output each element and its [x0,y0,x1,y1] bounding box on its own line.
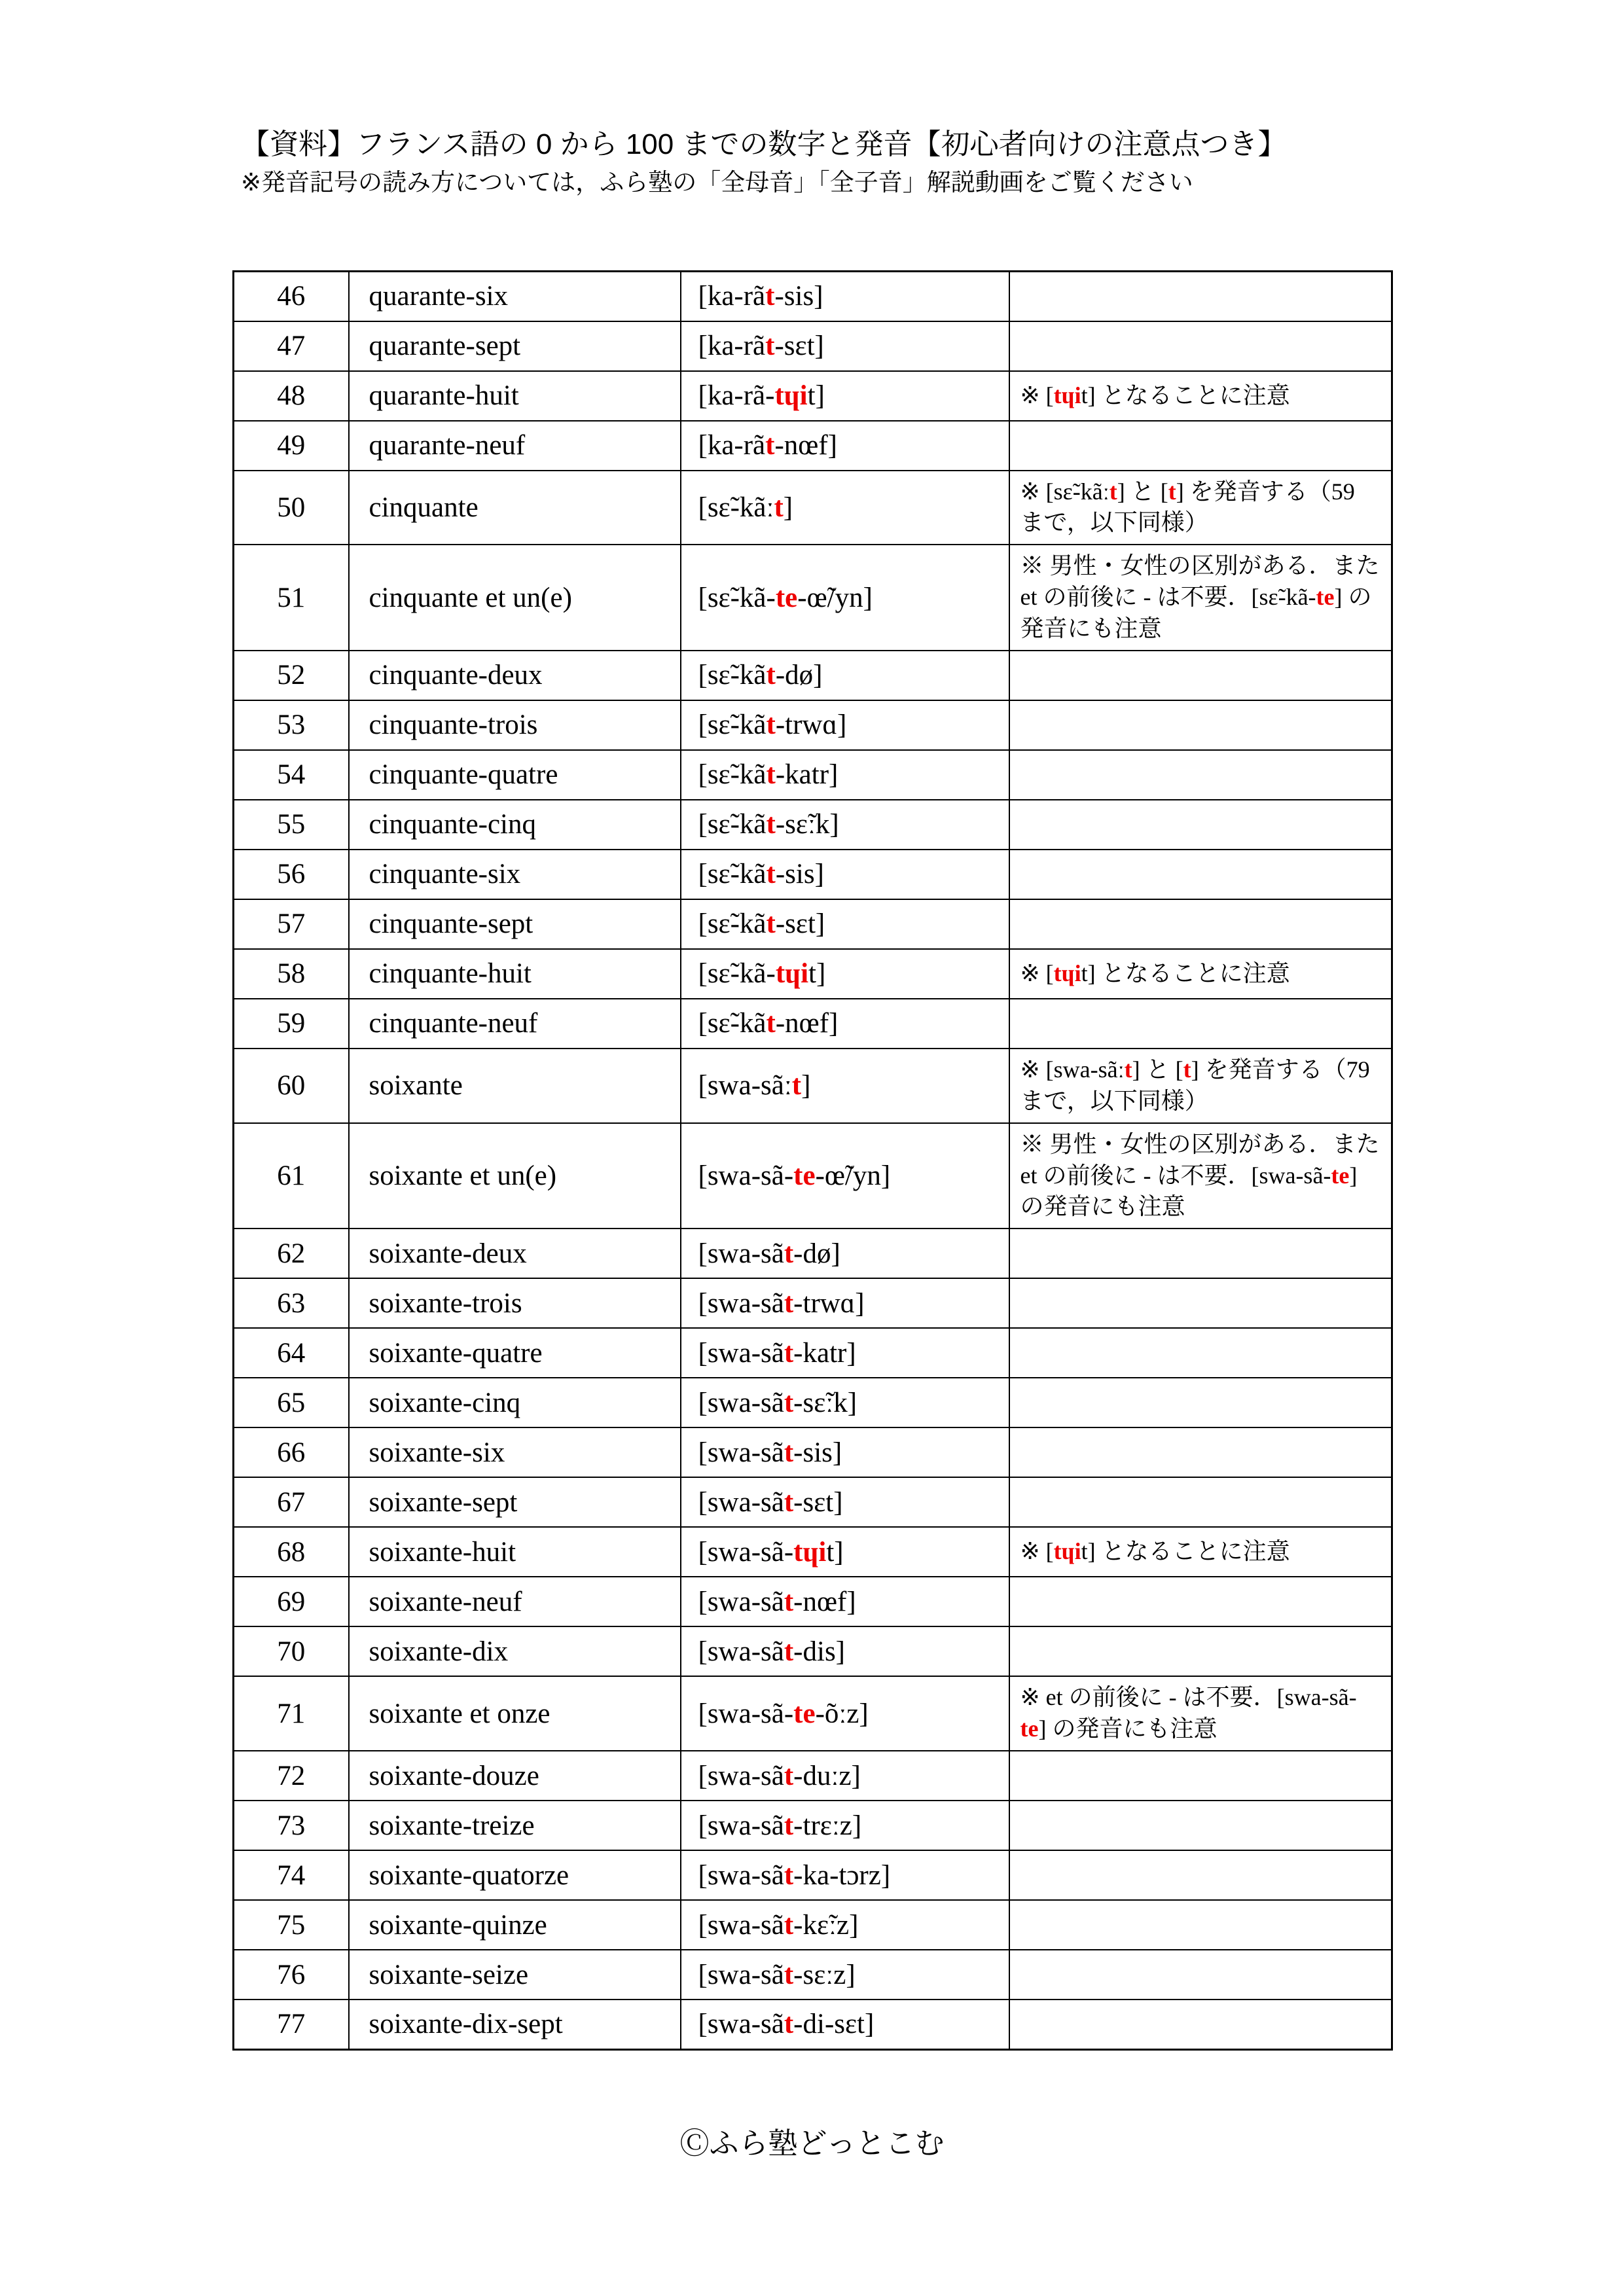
french-numbers-table [232,270,1393,2051]
row-number: 48 [234,371,349,421]
highlighted-ipa: te [1316,584,1335,611]
pronunciation [681,272,1009,321]
pronunciation [681,850,1009,899]
page-subtitle: ※発音記号の読み方については，ふら塾の「全母音」「全子音」解説動画をご覧ください [241,169,1193,196]
table-row [234,471,1392,545]
table-row [234,1900,1392,1950]
row-number: 55 [234,800,349,850]
table-row [234,1427,1392,1477]
french-word: cinquante-huit [349,949,681,999]
highlighted-ipa: te [1020,1715,1039,1742]
ipa-text: -sɛːz] [793,1959,856,1990]
note [1009,2000,1392,2049]
page-title: 【資料】フランス語の 0 から 100 までの数字と発音【初心者向けの注意点つき】 [241,128,1287,160]
table-row [234,1477,1392,1527]
table-row [234,850,1392,899]
table-row [234,651,1392,700]
note [1009,1278,1392,1328]
ipa-text: [swa-sã [698,1437,784,1468]
table-row [234,800,1392,850]
french-word: soixante-huit [349,1527,681,1577]
table-row [234,1676,1392,1751]
pronunciation [681,471,1009,545]
pronunciation [681,1328,1009,1378]
note [1009,651,1392,700]
note [1009,545,1392,651]
note [1009,1378,1392,1427]
french-word: cinquante-sept [349,899,681,949]
row-number: 52 [234,651,349,700]
french-word: soixante-trois [349,1278,681,1328]
ipa-text: ] を発音する（59 まで，以下同様） [1020,478,1355,536]
pronunciation [681,750,1009,800]
ipa-text: ] と [ [1117,478,1168,505]
french-word: cinquante [349,471,681,545]
row-number: 76 [234,1950,349,2000]
row-number: 57 [234,899,349,949]
row-number: 47 [234,321,349,371]
note [1009,1328,1392,1378]
highlighted-ipa: t [766,908,776,940]
ipa-text: [sɛ̃-kã [698,660,767,691]
table-row [234,1229,1392,1278]
table-row [234,1577,1392,1626]
highlighted-ipa: t [784,1959,794,1990]
highlighted-ipa: t [766,660,776,691]
ipa-text: -sis] [793,1437,842,1468]
ipa-text: [ka-rã [698,430,766,461]
ipa-text: -œ̃/yn] [797,582,873,613]
note [1009,800,1392,850]
ipa-text: -nœf] [775,1008,839,1039]
note [1009,1900,1392,1950]
highlighted-ipa: t [784,1909,794,1941]
note [1009,949,1392,999]
note [1009,1751,1392,1801]
highlighted-ipa: te [793,1698,816,1729]
table-row [234,1950,1392,2000]
highlighted-ipa: t [766,859,776,890]
highlighted-ipa: tɥi [1053,1538,1081,1565]
ipa-text: ※ [ [1020,960,1054,986]
french-word: cinquante-neuf [349,999,681,1049]
french-word: soixante-sept [349,1477,681,1527]
ipa-text: -di-sɛt] [793,2009,875,2040]
ipa-text: -nœf] [793,1586,856,1617]
highlighted-ipa: tɥi [793,1536,827,1568]
highlighted-ipa: t [784,1636,794,1667]
ipa-text: ※ [swa-sãː [1020,1056,1125,1083]
ipa-text: -sɛ̃ːk] [793,1387,857,1418]
ipa-text: [ka-rã [698,331,766,361]
ipa-text: ※ 男性・女性の区別がある．また et の前後に - は不要．[sɛ̃-kã- [1020,552,1380,611]
highlighted-ipa: t [784,1387,794,1418]
pronunciation [681,1427,1009,1477]
pronunciation [681,1049,1009,1123]
row-number: 70 [234,1626,349,1676]
highlighted-ipa: tɥi [1053,960,1081,986]
highlighted-ipa: t [784,2009,794,2040]
highlighted-ipa: t [784,1486,794,1518]
highlighted-ipa: t [765,430,775,461]
row-number: 72 [234,1751,349,1801]
pronunciation [681,1477,1009,1527]
highlighted-ipa: te [1331,1162,1350,1189]
ipa-text: [swa-sã [698,1586,784,1617]
row-number: 54 [234,750,349,800]
number-table-body [234,272,1392,2050]
ipa-text: [sɛ̃-kã [698,1008,767,1039]
ipa-text: -sɛt] [793,1486,843,1518]
pronunciation [681,1278,1009,1328]
pronunciation [681,899,1009,949]
note [1009,750,1392,800]
highlighted-ipa: t [784,1238,794,1269]
highlighted-ipa: tɥi [774,380,808,411]
highlighted-ipa: t [784,1337,794,1369]
note [1009,899,1392,949]
row-number: 62 [234,1229,349,1278]
ipa-text: [swa-sã [698,1636,784,1667]
note [1009,421,1392,471]
ipa-text: [ka-rã- [698,380,775,411]
ipa-text: -ka-tɔrz] [793,1859,891,1891]
row-number: 74 [234,1850,349,1900]
table-row [234,1527,1392,1577]
ipa-text: [swa-sã [698,1959,784,1990]
pronunciation [681,949,1009,999]
table-row [234,899,1392,949]
table-row [234,999,1392,1049]
ipa-text: [swa-sã [698,1810,784,1841]
ipa-text: ] と [ [1132,1056,1183,1083]
ipa-text: [sɛ̃-kã [698,759,767,791]
row-number: 59 [234,999,349,1049]
pronunciation [681,321,1009,371]
table-row [234,1123,1392,1229]
pronunciation [681,1123,1009,1229]
ipa-text: [swa-sã- [698,1536,794,1568]
pronunciation [681,700,1009,750]
note [1009,1049,1392,1123]
ipa-text: -dis] [793,1636,845,1667]
note [1009,1676,1392,1751]
pronunciation [681,999,1009,1049]
french-word: soixante et onze [349,1676,681,1751]
ipa-text: -katr] [793,1337,856,1369]
french-word: cinquante-six [349,850,681,899]
french-word: cinquante et un(e) [349,545,681,651]
french-word: soixante-treize [349,1801,681,1850]
ipa-text: -sis] [774,281,823,312]
ipa-text: -katr] [775,759,839,791]
ipa-text: -sɛt] [775,908,825,940]
french-word: soixante et un(e) [349,1123,681,1229]
ipa-text: t] となることに注意 [1081,382,1290,408]
table-row [234,1626,1392,1676]
row-number: 49 [234,421,349,471]
ipa-text: ※ 男性・女性の区別がある．また et の前後に - は不要．[swa-sã- [1020,1130,1380,1189]
note [1009,1577,1392,1626]
ipa-text: ※ et の前後に - は不要．[swa-sã- [1020,1684,1357,1711]
highlighted-ipa: t [766,809,776,840]
row-number: 64 [234,1328,349,1378]
pronunciation [681,1378,1009,1427]
french-word: soixante-douze [349,1751,681,1801]
french-word: soixante [349,1049,681,1123]
note [1009,999,1392,1049]
ipa-text: -œ̃/yn] [815,1160,891,1191]
ipa-text: -kɛ̃ːz] [793,1909,859,1941]
pronunciation [681,1950,1009,2000]
table-row [234,2000,1392,2049]
ipa-text: [swa-sã- [698,1160,794,1191]
highlighted-ipa: t [766,1008,776,1039]
row-number: 77 [234,2000,349,2049]
ipa-text: [sɛ̃-kãː [698,492,774,523]
note [1009,471,1392,545]
highlighted-ipa: t [1183,1056,1191,1083]
french-word: soixante-cinq [349,1378,681,1427]
table-row [234,371,1392,421]
table-row [234,700,1392,750]
row-number: 69 [234,1577,349,1626]
french-word: soixante-seize [349,1950,681,2000]
pronunciation [681,371,1009,421]
pronunciation [681,1577,1009,1626]
row-number: 75 [234,1900,349,1950]
highlighted-ipa: t [784,1437,794,1468]
highlighted-ipa: t [784,1586,794,1617]
row-number: 61 [234,1123,349,1229]
row-number: 51 [234,545,349,651]
ipa-text: -trwɑ] [775,709,847,741]
row-number: 65 [234,1378,349,1427]
french-word: soixante-dix [349,1626,681,1676]
row-number: 73 [234,1801,349,1850]
pronunciation [681,1626,1009,1676]
french-word: soixante-deux [349,1229,681,1278]
highlighted-ipa: t [765,331,775,361]
ipa-text: ] を発音する（79 まで，以下同様） [1020,1056,1370,1114]
ipa-text: -trɛːz] [793,1810,862,1841]
pronunciation [681,800,1009,850]
row-number: 66 [234,1427,349,1477]
ipa-text: ※ [ [1020,382,1054,408]
highlighted-ipa: t [784,1859,794,1891]
highlighted-ipa: tɥi [1053,382,1081,408]
row-number: 60 [234,1049,349,1123]
ipa-text: [ka-rã [698,281,766,312]
highlighted-ipa: t [766,759,776,791]
ipa-text: [swa-sã [698,1387,784,1418]
ipa-text: -dø] [793,1238,840,1269]
ipa-text: [swa-sã [698,1287,784,1319]
ipa-text: t] となることに注意 [1081,960,1290,986]
table-row [234,1328,1392,1378]
row-number: 63 [234,1278,349,1328]
ipa-text: ※ [sɛ̃-kãː [1020,478,1110,505]
table-row [234,1378,1392,1427]
note [1009,1229,1392,1278]
note [1009,1123,1392,1229]
pronunciation [681,1801,1009,1850]
row-number: 58 [234,949,349,999]
ipa-text: [swa-sã [698,1760,784,1791]
table-row [234,1850,1392,1900]
highlighted-ipa: t [784,1810,794,1841]
ipa-text: [sɛ̃-kã [698,908,767,940]
copyright-footer: Ⓒふら塾どっとこむ [679,2126,945,2160]
french-word: soixante-dix-sept [349,2000,681,2049]
note [1009,272,1392,321]
pronunciation [681,1229,1009,1278]
table-row [234,1049,1392,1123]
pronunciation [681,1751,1009,1801]
highlighted-ipa: t [1109,478,1117,505]
ipa-text: [sɛ̃-kã [698,859,767,890]
french-word: quarante-six [349,272,681,321]
french-word: soixante-six [349,1427,681,1477]
french-word: cinquante-deux [349,651,681,700]
ipa-text: t] [807,380,825,411]
pronunciation [681,1527,1009,1577]
ipa-text: -trwɑ] [793,1287,865,1319]
highlighted-ipa: t [774,492,784,523]
ipa-text: ] の発音にも注意 [1038,1715,1218,1742]
pronunciation [681,545,1009,651]
note [1009,850,1392,899]
table-row [234,321,1392,371]
ipa-text: -dø] [775,660,823,691]
note [1009,1626,1392,1676]
ipa-text: t] となることに注意 [1081,1538,1290,1565]
table-row [234,750,1392,800]
ipa-text: [swa-sã [698,1486,784,1518]
highlighted-ipa: tɥi [775,958,809,990]
table-row [234,1278,1392,1328]
row-number: 50 [234,471,349,545]
note [1009,321,1392,371]
ipa-text: ] [801,1070,811,1102]
french-word: cinquante-quatre [349,750,681,800]
pronunciation [681,421,1009,471]
highlighted-ipa: t [1168,478,1176,505]
pronunciation [681,1850,1009,1900]
french-word: soixante-neuf [349,1577,681,1626]
highlighted-ipa: t [765,281,775,312]
ipa-text: [swa-sã [698,1859,784,1891]
highlighted-ipa: t [766,709,776,741]
table-row [234,1751,1392,1801]
ipa-text: -duːz] [793,1760,861,1791]
note [1009,1850,1392,1900]
highlighted-ipa: t [784,1287,794,1319]
ipa-text: ] の発音にも注意 [1020,1162,1358,1220]
ipa-text: ] [783,492,793,523]
table-row [234,545,1392,651]
table-row [234,421,1392,471]
french-word: soixante-quatorze [349,1850,681,1900]
pronunciation [681,651,1009,700]
french-word: soixante-quatre [349,1328,681,1378]
note [1009,1950,1392,2000]
ipa-text: [swa-sã [698,2009,784,2040]
french-word: soixante-quinze [349,1900,681,1950]
pronunciation [681,1676,1009,1751]
row-number: 68 [234,1527,349,1577]
highlighted-ipa: te [793,1160,816,1191]
ipa-text: -sɛ̃ːk] [775,809,839,840]
french-word: cinquante-cinq [349,800,681,850]
pronunciation [681,2000,1009,2049]
ipa-text: [swa-sã [698,1909,784,1941]
row-number: 53 [234,700,349,750]
ipa-text: [sɛ̃-kã [698,709,767,741]
ipa-text: [swa-sãː [698,1070,792,1102]
note [1009,1527,1392,1577]
ipa-text: -õːz] [815,1698,869,1729]
table-row [234,272,1392,321]
note [1009,700,1392,750]
ipa-text: -sɛt] [774,331,824,361]
ipa-text: -nœf] [774,430,837,461]
note [1009,371,1392,421]
row-number: 71 [234,1676,349,1751]
table-row [234,949,1392,999]
ipa-text: [sɛ̃-kã [698,809,767,840]
french-word: quarante-neuf [349,421,681,471]
ipa-text: [sɛ̃-kã- [698,582,776,613]
ipa-text: [swa-sã [698,1238,784,1269]
french-word: quarante-sept [349,321,681,371]
row-number: 67 [234,1477,349,1527]
ipa-text: t] [808,958,826,990]
highlighted-ipa: t [784,1760,794,1791]
note [1009,1427,1392,1477]
ipa-text: [swa-sã- [698,1698,794,1729]
table-row [234,1801,1392,1850]
note [1009,1477,1392,1527]
ipa-text: ※ [ [1020,1538,1054,1565]
ipa-text: [swa-sã [698,1337,784,1369]
pronunciation [681,1900,1009,1950]
ipa-text: [sɛ̃-kã- [698,958,776,990]
ipa-text: ] の発音にも注意 [1020,584,1372,641]
ipa-text: t] [826,1536,844,1568]
row-number: 56 [234,850,349,899]
ipa-text: -sis] [775,859,824,890]
highlighted-ipa: te [775,582,798,613]
row-number: 46 [234,272,349,321]
note [1009,1801,1392,1850]
french-word: quarante-huit [349,371,681,421]
highlighted-ipa: t [791,1070,802,1102]
french-word: cinquante-trois [349,700,681,750]
highlighted-ipa: t [1124,1056,1132,1083]
